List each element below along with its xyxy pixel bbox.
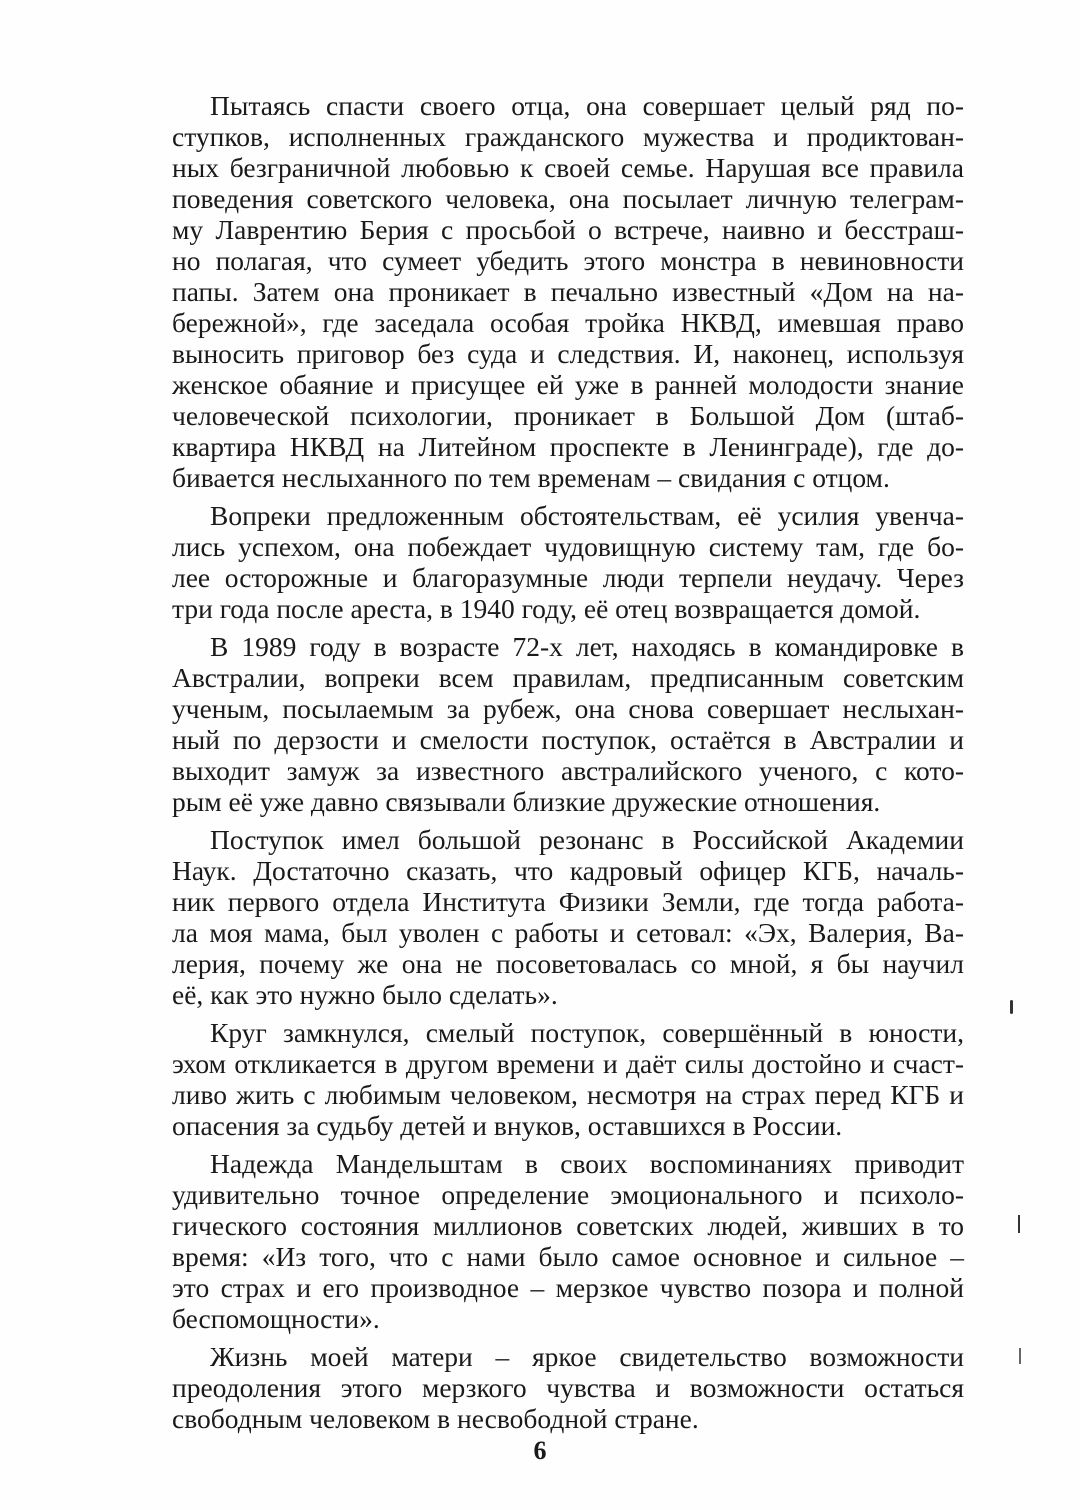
text-line: женское обаяние и присущее ей уже в ранней молодости знание [172,369,964,400]
text-line: беспомощности». [172,1303,380,1334]
text-line: опасения за судьбу детей и внуков, оставшихся в России. [172,1110,843,1141]
text-line: это страх и его производное – мерзкое чувство позора и полной [172,1272,964,1303]
text-line: ученым, посылаемым за рубеж, она снова совершает неслыхан- [172,693,964,724]
text-line: её, как это нужно было сделать». [172,979,558,1010]
text-line: рым её уже давно связывали близкие дружеские отношения. [172,786,881,817]
text-line: Вопреки предложенным обстоятельствам, её усилия увенча- [210,500,964,531]
text-line: поведения советского человека, она посылает личную телеграм- [172,183,964,214]
paragraph [172,1341,964,1434]
paragraph [172,1148,964,1334]
paragraph [172,824,964,1010]
text-line: преодоления этого мерзкого чувства и возможности остаться [172,1372,964,1403]
text-line: время: «Из того, что с нами было самое основное и сильное – [172,1241,964,1272]
page-number: 6 [533,1436,547,1465]
text-line: три года после ареста, в 1940 году, её отец возвращается домой. [172,593,921,624]
text-line: выносить приговор без суда и следствия. И, наконец, используя [172,338,964,369]
paragraph [172,500,964,624]
text-line: лись успехом, она побеждает чудовищную систему там, где бо- [172,531,964,562]
text-line: Пытаясь спасти своего отца, она совершает целый ряд по- [210,90,964,121]
text-line: Надежда Мандельштам в своих воспоминаниях приводит [210,1148,964,1179]
scan-artifact-mark [1010,1000,1013,1014]
text-line: человеческой психологии, проникает в Большой Дом (штаб- [172,400,964,431]
scan-artifact-mark [1019,1348,1021,1364]
text-line: Наук. Достаточно сказать, что кадровый офицер КГБ, началь- [172,855,964,886]
text-line: ных безграничной любовью к своей семье. Нарушая все правила [172,152,964,183]
text-line: Жизнь моей матери – яркое свидетельство возможности [210,1341,964,1372]
text-line: лее осторожные и благоразумные люди терпели неудачу. Через [172,562,964,593]
text-line: ный по дерзости и смелости поступок, остаётся в Австралии и [172,724,964,755]
text-line: удивительно точное определение эмоционального и психоло- [172,1179,964,1210]
text-line: бережной», где заседала особая тройка НКВД, имевшая право [172,307,964,338]
paragraph [172,90,964,493]
text-line: Круг замкнулся, смелый поступок, совершённый в юности, [210,1017,964,1048]
text-line: папы. Затем она проникает в печально известный «Дом на на- [172,276,964,307]
text-line: гического состояния миллионов советских людей, живших в то [172,1210,964,1241]
text-line: но полагая, что сумеет убедить этого монстра в невиновности [172,245,964,276]
scan-artifact-mark [1018,1215,1020,1233]
text-line: квартира НКВД на Литейном проспекте в Ленинграде), где до- [172,431,964,462]
text-line: ла моя мама, был уволен с работы и сетовал: «Эх, Валерия, Ва- [172,917,964,948]
text-line: бивается неслыханного по тем временам – свидания с отцом. [172,462,890,493]
text-line: эхом откликается в другом времени и даёт силы достойно и счаст- [172,1048,964,1079]
text-line: ливо жить с любимым человеком, несмотря на страх перед КГБ и [172,1079,964,1110]
text-line: лерия, почему же она не посоветовалась со мной, я бы научил [172,948,964,979]
text-line: свободным человеком в несвободной стране. [172,1403,699,1434]
body-text [172,90,964,1441]
paragraph [172,631,964,817]
text-line: ступков, исполненных гражданского мужества и продиктован- [172,121,964,152]
text-line: В 1989 году в возрасте 72-х лет, находясь в командировке в [210,631,964,662]
text-line: Поступок имел большой резонанс в Российской Академии [210,824,964,855]
paragraph [172,1017,964,1141]
text-line: ник первого отдела Института Физики Земли, где тогда работа- [172,886,964,917]
text-line: му Лаврентию Берия с просьбой о встрече, наивно и бесстраш- [172,214,964,245]
text-line: выходит замуж за известного австралийского ученого, с кото- [172,755,964,786]
text-line: Австралии, вопреки всем правилам, предписанным советским [172,662,964,693]
